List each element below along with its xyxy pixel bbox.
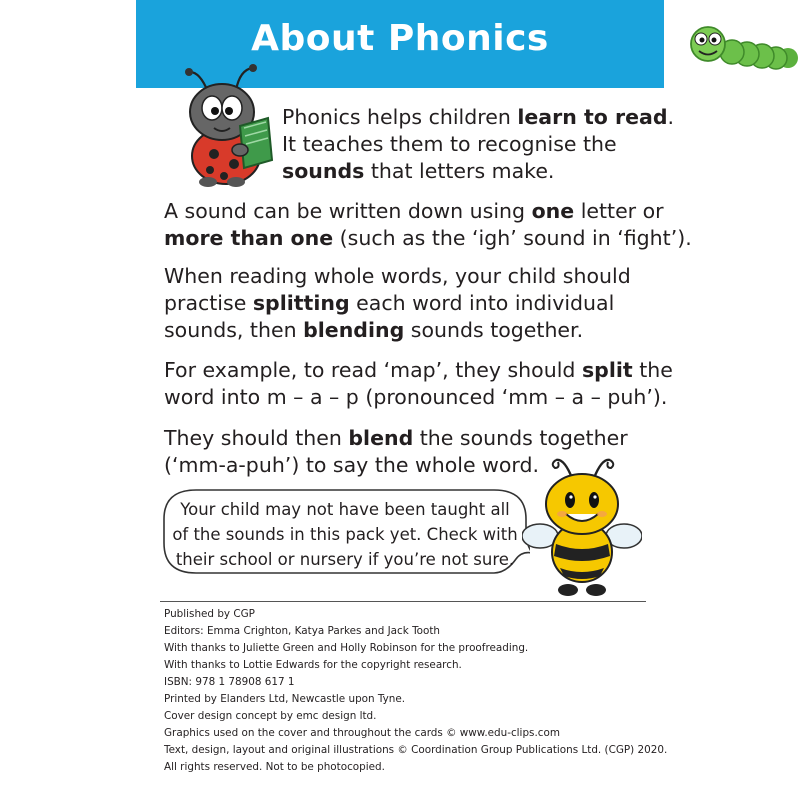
- text-run: They should then: [164, 426, 349, 450]
- text-line: [282, 131, 674, 158]
- text-run: sounds, then: [164, 318, 304, 342]
- imprint-line: With thanks to Lottie Edwards for the copyright research.: [164, 659, 462, 671]
- imprint-line: Editors: Emma Crighton, Katya Parkes and Jack Tooth: [164, 625, 441, 637]
- bee-icon: [522, 452, 642, 602]
- text-run: For example, to read ‘map’, they should: [164, 358, 582, 382]
- sound-letters-paragraph: [164, 198, 692, 252]
- intro-paragraph: [282, 104, 674, 185]
- text-line: [164, 225, 692, 252]
- caterpillar-icon: [688, 14, 798, 74]
- imprint-line: Graphics used on the cover and throughout the cards © www.edu-clips.com: [164, 727, 560, 739]
- text-run: that letters make.: [364, 159, 555, 183]
- bold-run: sounds: [282, 159, 365, 183]
- note-line: their school or nursery if you’re not sure.: [175, 550, 515, 569]
- speech-bubble-text: [172, 497, 518, 572]
- bold-run: splitting: [252, 291, 350, 315]
- imprint-line: ISBN: 978 1 78908 617 1: [164, 676, 295, 688]
- publisher-imprint: [164, 606, 667, 776]
- text-run: .: [667, 105, 675, 129]
- text-run: When reading whole words, your child should: [164, 264, 631, 288]
- divider: [160, 601, 646, 602]
- text-run: (such as the ‘igh’ sound in ‘fight’).: [333, 226, 692, 250]
- text-run: It teaches them to recognise the: [282, 132, 617, 156]
- text-line: [282, 104, 674, 131]
- text-run: the: [632, 358, 673, 382]
- bold-run: more than one: [164, 226, 334, 250]
- note-line: Your child may not have been taught all: [180, 500, 510, 519]
- bold-run: learn to read: [517, 105, 668, 129]
- text-run: word into m – a – p (pronounced ‘mm – a – puh’).: [164, 385, 668, 409]
- text-run: practise: [164, 291, 253, 315]
- bold-run: blend: [348, 426, 414, 450]
- imprint-line: All rights reserved. Not to be photocopied.: [164, 761, 385, 773]
- text-run: sounds together.: [404, 318, 584, 342]
- bold-run: one: [531, 199, 575, 223]
- note-line: of the sounds in this pack yet. Check with: [172, 525, 518, 544]
- imprint-line: With thanks to Juliette Green and Holly Robinson for the proofreading.: [164, 642, 529, 654]
- text-run: each word into individual: [349, 291, 615, 315]
- text-line: [164, 263, 631, 290]
- page-title: About Phonics: [251, 18, 549, 59]
- text-line: [282, 158, 674, 185]
- imprint-line: Cover design concept by emc design ltd.: [164, 710, 377, 722]
- text-line: [164, 198, 692, 225]
- text-run: Phonics helps children: [282, 105, 518, 129]
- text-line: [164, 384, 673, 411]
- text-run: (‘mm-a-puh’) to say the whole word.: [164, 453, 540, 477]
- bold-run: split: [581, 358, 633, 382]
- text-line: [164, 290, 631, 317]
- imprint-line: Printed by Elanders Ltd, Newcastle upon Tyne.: [164, 693, 406, 705]
- text-line: [164, 317, 631, 344]
- text-run: the sounds together: [413, 426, 628, 450]
- text-run: A sound can be written down using: [164, 199, 532, 223]
- text-line: [164, 425, 628, 452]
- splitting-blending-paragraph: [164, 263, 631, 344]
- imprint-line: Text, design, layout and original illustrations © Coordination Group Publications Ltd. (CGP) 2020.: [164, 744, 668, 756]
- text-line: [164, 357, 673, 384]
- imprint-line: Published by CGP: [164, 608, 255, 620]
- ladybird-reading-icon: [178, 64, 278, 188]
- text-run: letter or: [574, 199, 664, 223]
- example-split-paragraph: [164, 357, 673, 411]
- bold-run: blending: [303, 318, 405, 342]
